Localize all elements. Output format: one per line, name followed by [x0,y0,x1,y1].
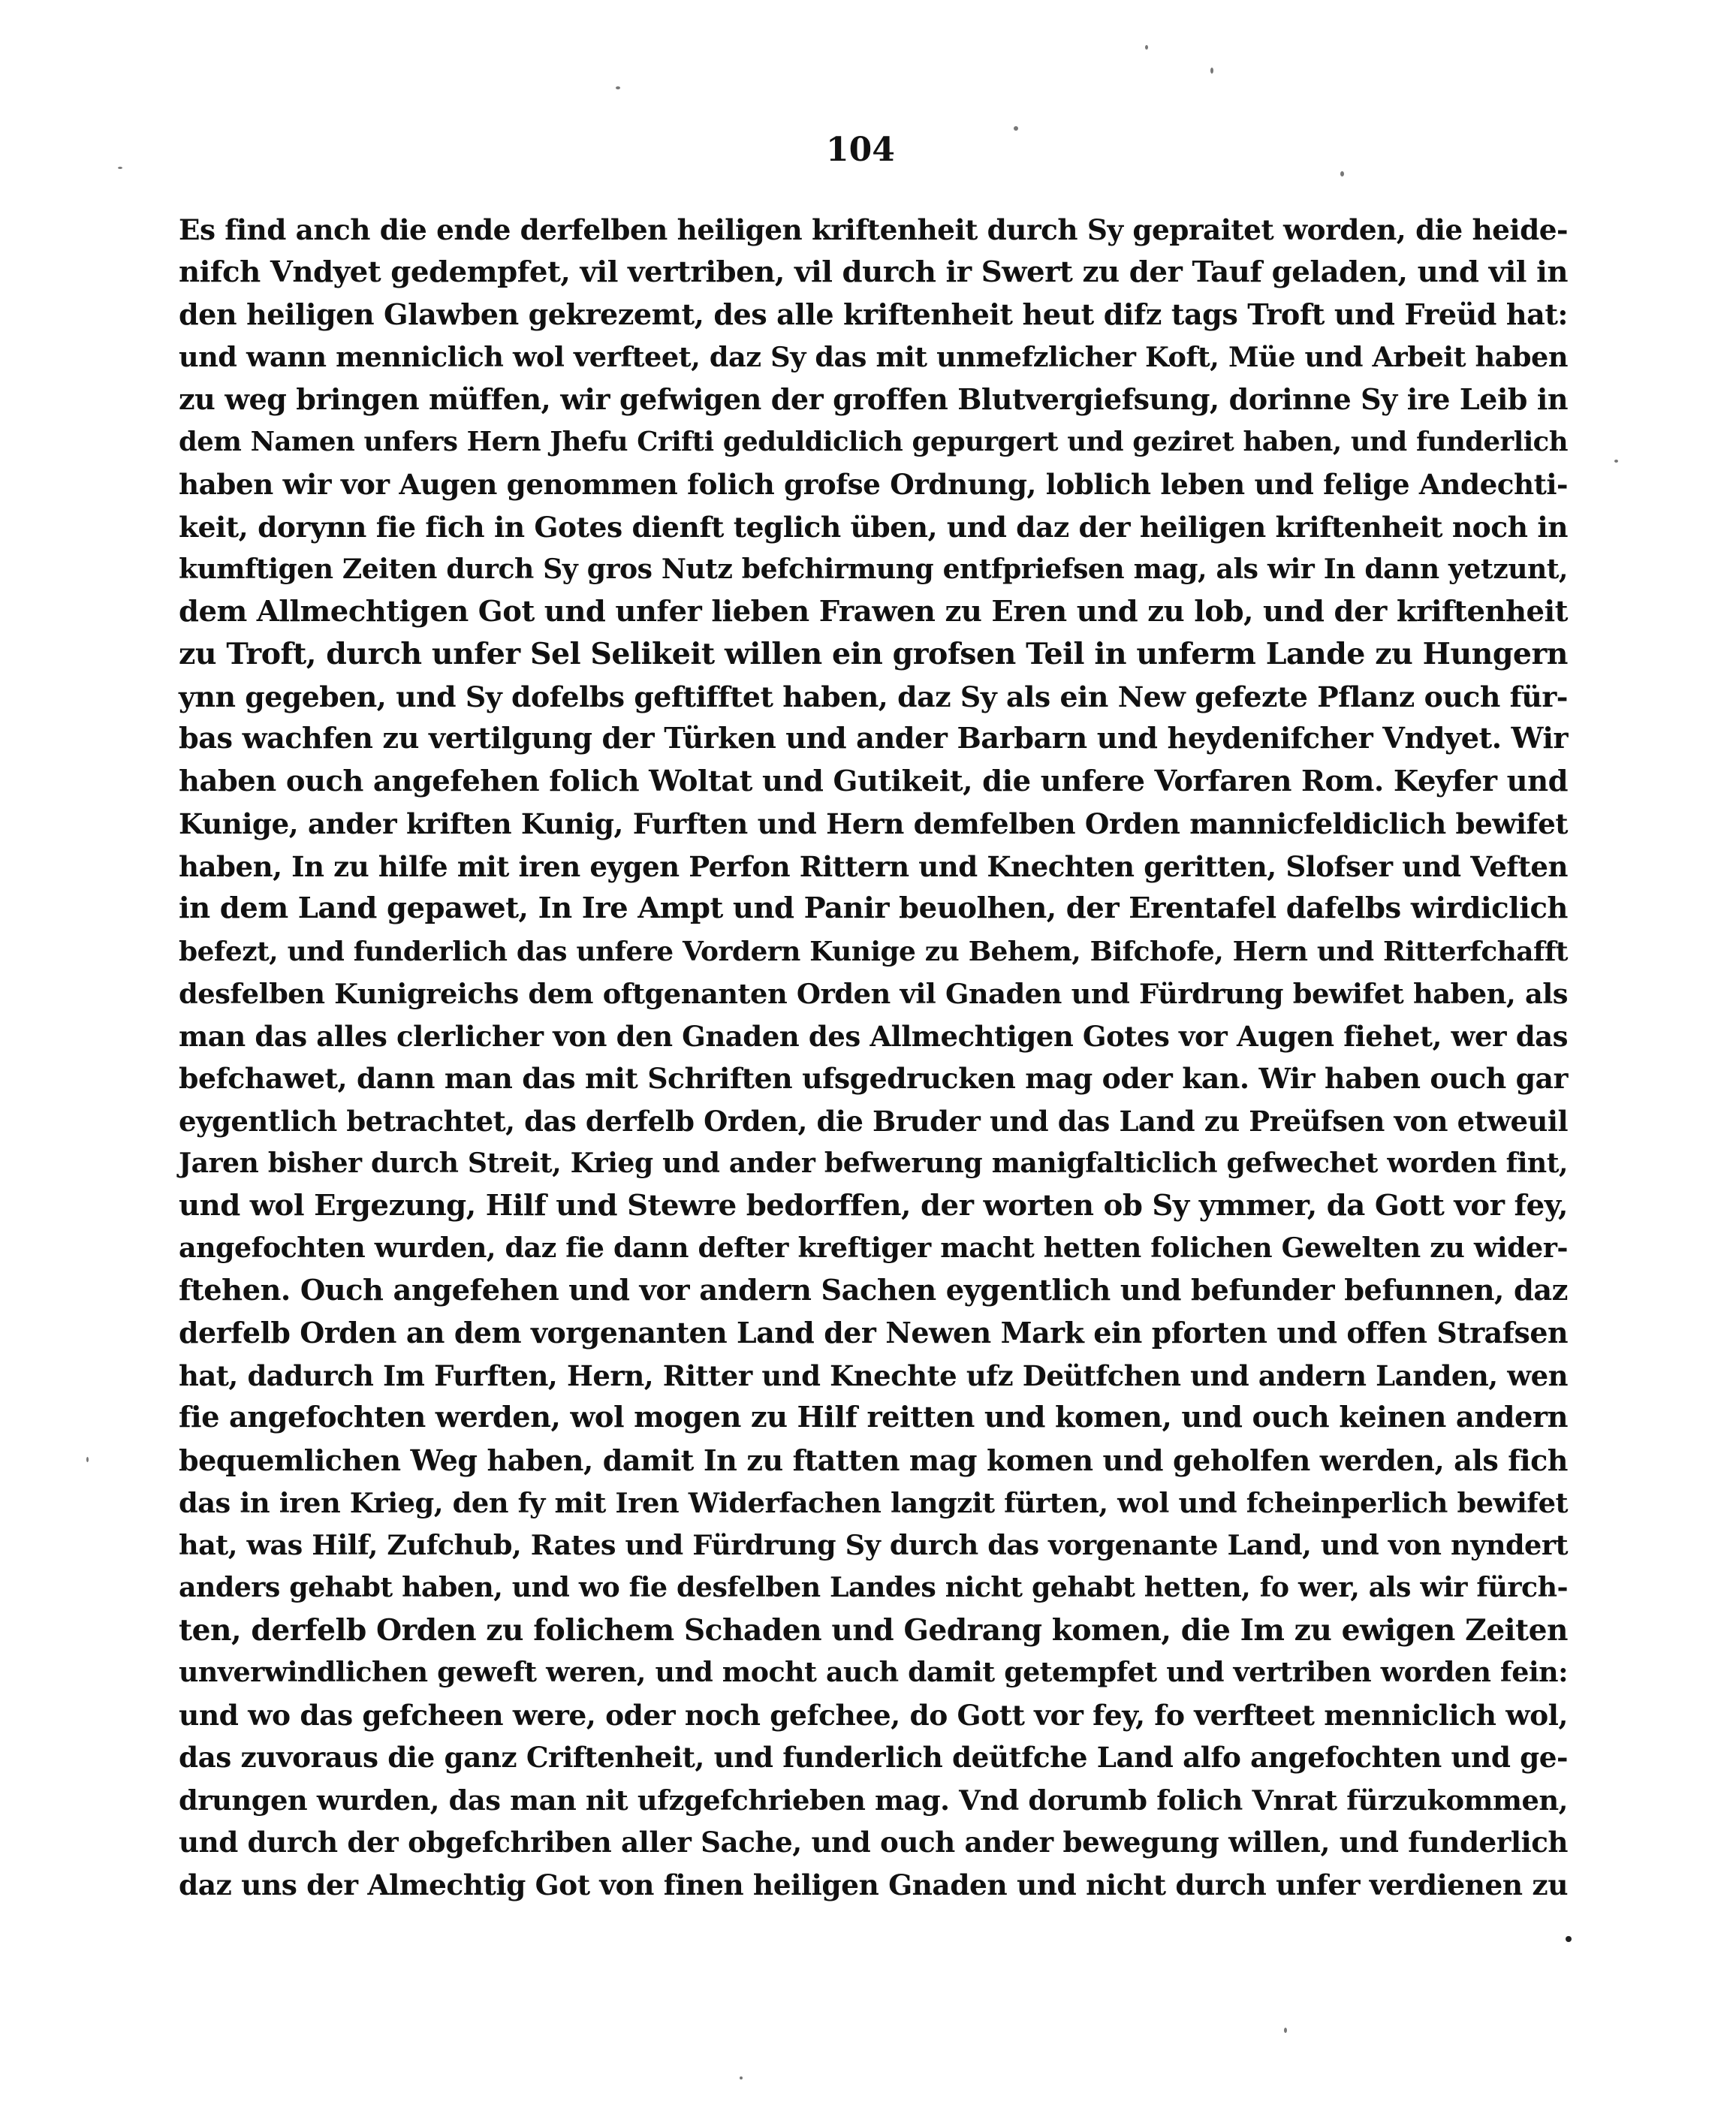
text-line: und wann menniclich wol verfteet, daz Sy das mit unmefzlicher Koft, Müe und Arbeit haben [179,340,1568,373]
text-line: befezt, und funderlich das unfere Vordern Kunige zu Behem, Bifchofe, Hern und Ritterfchafft [179,935,1568,967]
text-line: den heiligen Glawben gekrezemt, des alle kriftenheit heut difz tags Troft und Freüd hat: [179,297,1568,331]
scan-speck [1210,68,1213,74]
text-line: Kunige, ander kriften Kunig, Furften und Hern demfelben Orden mannicfeldiclich bewifet [179,807,1568,840]
scan-speck [616,86,620,89]
text-line: nifch Vndyet gedempfet, vil vertriben, vil durch ir Swert zu der Tauf geladen, und vil in [179,255,1568,289]
text-line: und wo das gefcheen were, oder noch gefchee, do Gott vor fey, fo verfteet menniclich wol, [179,1698,1568,1732]
text-line: befchawet, dann man das mit Schriften ufsgedrucken mag oder kan. Wir haben ouch gar [179,1061,1568,1095]
body-text [179,209,1568,1906]
text-line: fie angefochten werden, wol mogen zu Hilf reitten und komen, und ouch keinen andern [179,1401,1568,1434]
text-line: haben wir vor Augen genommen folich grofse Ordnung, loblich leben und felige Andechti- [179,468,1568,501]
text-line: ten, derfelb Orden zu folichem Schaden und Gedrang komen, die Im zu ewigen Zeiten [179,1612,1568,1648]
text-line: ftehen. Ouch angefehen und vor andern Sachen eygentlich und befunder befunnen, daz [179,1273,1568,1307]
text-line: das in iren Krieg, den fy mit Iren Widerfachen langzit fürten, wol und fcheinperlich bewifet [179,1486,1568,1519]
scan-speck [118,167,122,169]
scan-speck [1284,2028,1287,2033]
text-line: drungen wurden, das man nit ufzgefchrieben mag. Vnd dorumb folich Vnrat fürzukommen, [179,1783,1568,1817]
scan-speck [1014,126,1018,131]
scan-speck [1340,171,1344,176]
text-line: man das alles clerlicher von den Gnaden des Allmechtigen Gotes vor Augen fiehet, wer das [179,1019,1568,1053]
text-line: unverwindlichen geweft weren, und mocht auch damit getempfet und vertriben worden fein: [179,1656,1568,1688]
text-line: eygentlich betrachtet, das derfelb Orden, die Bruder und das Land zu Preüfsen von etweuil [179,1104,1568,1138]
text-line: hat, dadurch Im Furften, Hern, Ritter und Knechte ufz Deütfchen und andern Landen, wen [179,1359,1568,1392]
scan-speck [740,2076,743,2079]
text-line: keit, dorynn fie fich in Gotes dienft teglich üben, und daz der heiligen kriftenheit noch in [179,510,1568,544]
text-line: und durch der obgefchriben aller Sache, und ouch ander bewegung willen, und funderlich [179,1826,1568,1859]
text-line: in dem Land gepawet, In Ire Ampt und Panir beuolhen, der Erentafel dafelbs wirdiclich [179,891,1568,925]
page-number: 104 [826,131,895,169]
scan-speck [1566,1936,1572,1942]
text-line: haben, In zu hilfe mit iren eygen Perfon Rittern und Knechten geritten, Slofser und Veften [179,849,1568,883]
text-line: und wol Ergezung, Hilf und Stewre bedorffen, der worten ob Sy ymmer, da Gott vor fey, [179,1188,1568,1223]
scan-speck [1614,460,1618,463]
text-line: zu weg bringen müffen, wir gefwigen der groffen Blutvergiefsung, dorinne Sy ire Leib in [179,382,1568,416]
text-line: derfelb Orden an dem vorgenanten Land der Newen Mark ein pforten und offen Strafsen [179,1316,1568,1350]
text-line: Es find anch die ende derfelben heiligen kriftenheit durch Sy gepraitet worden, die heide- [179,213,1568,246]
text-line: bequemlichen Weg haben, damit In zu ftatten mag komen und geholfen werden, als fich [179,1443,1568,1477]
text-line: bas wachfen zu vertilgung der Türken und ander Barbarn und heydenifcher Vndyet. Wir [179,722,1568,755]
text-line: das zuvoraus die ganz Criftenheit, und funderlich deütfche Land alfo angefochten und ge- [179,1741,1568,1774]
text-line: dem Allmechtigen Got und unfer lieben Frawen zu Eren und zu lob, und der kriftenheit [179,594,1568,629]
text-line: daz uns der Almechtig Got von finen heiligen Gnaden und nicht durch unfer verdienen zu [179,1868,1568,1901]
text-line: ynn gegeben, und Sy dofelbs geftifftet haben, daz Sy als ein New gefezte Pflanz ouch für- [179,679,1568,713]
text-line: kumftigen Zeiten durch Sy gros Nutz befchirmung entfpriefsen mag, als wir In dann yetzunt, [179,553,1568,585]
text-line: angefochten wurden, daz fie dann defter kreftiger macht hetten folichen Gewelten zu wider- [179,1232,1568,1264]
text-line: hat, was Hilf, Zufchub, Rates und Fürdrung Sy durch das vorgenante Land, und von nyndert [179,1528,1568,1561]
text-line: anders gehabt haben, und wo fie desfelben Landes nicht gehabt hetten, fo wer, als wir fürch- [179,1571,1568,1603]
text-line: dem Namen unfers Hern Jhefu Crifti geduldiclich gepurgert und geziret haben, und funderlich [179,426,1568,457]
text-line: haben ouch angefehen folich Woltat und Gutikeit, die unfere Vorfaren Rom. Keyfer und [179,764,1568,798]
text-line: Jaren bisher durch Streit, Krieg und ander befwerung manigfalticlich gefwechet worden fint, [179,1147,1568,1179]
text-line: zu Troft, durch unfer Sel Selikeit willen ein grofsen Teil in unferm Lande zu Hungern [179,637,1568,671]
scan-speck [86,1457,89,1462]
scan-speck [1145,45,1148,50]
text-line: desfelben Kunigreichs dem oftgenanten Orden vil Gnaden und Fürdrung bewifet haben, als [179,977,1568,1010]
